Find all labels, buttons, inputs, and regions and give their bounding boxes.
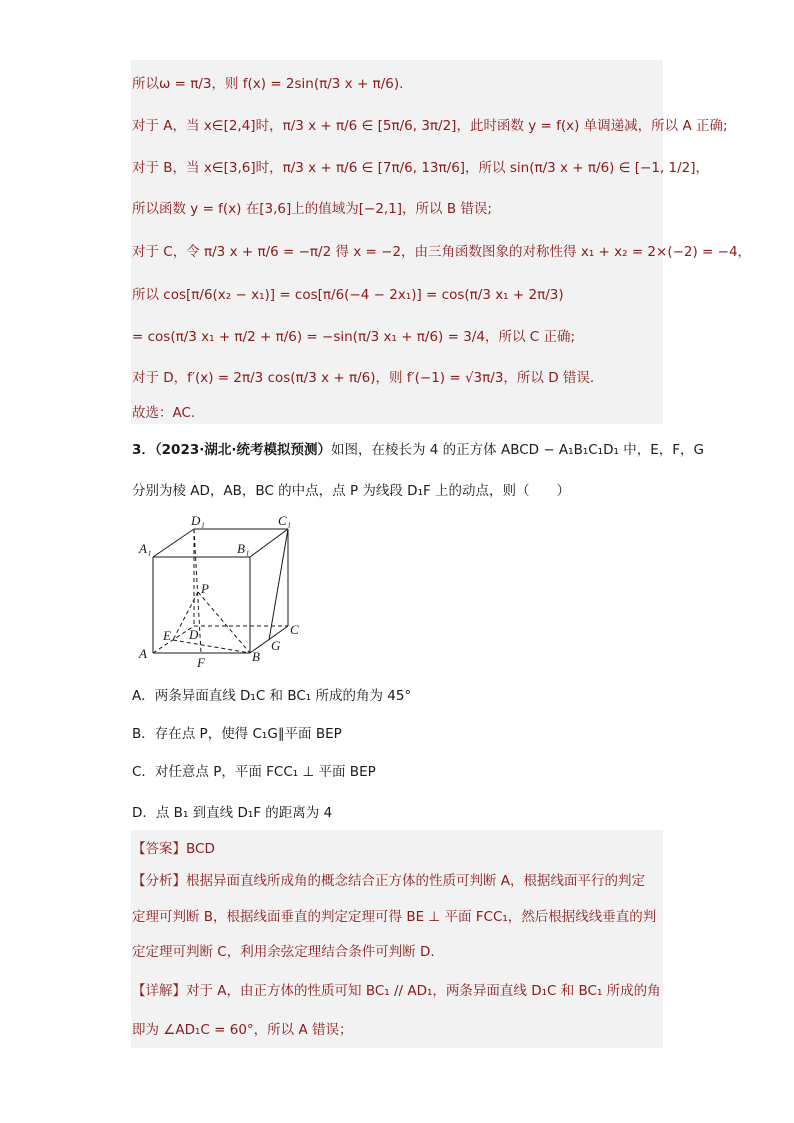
label-F: F: [197, 655, 205, 670]
label-C: C: [290, 622, 299, 637]
answer-value: BCD: [186, 841, 215, 857]
detail-line-2: 即为 ∠AD₁C = 60°，所以 A 错误；: [132, 1022, 353, 1038]
solution-line-4: 所以函数 y = f(x) 在[3,6]上的值域为[−2,1]，所以 B 错误;: [132, 201, 492, 217]
detail-tag: 【详解】: [132, 983, 186, 999]
solution-line-5: 对于 C，令 π/3 x + π/6 = −π/2 得 x = −2，由三角函数图象的对称性得 x₁ + x₂ = 2×(−2) = −4，: [132, 244, 752, 260]
detail-text-1: 对于 A，由正方体的性质可知 BC₁ // AD₁，两条异面直线 D₁C 和 BC₁ 所成的角: [186, 983, 661, 999]
question-header: [132, 438, 704, 458]
solution-line-7: = cos(π/3 x₁ + π/2 + π/6) = −sin(π/3 x₁ + π/6) = 3/4，所以 C 正确;: [132, 329, 576, 345]
analysis-line-2: 定理可判断 B，根据线面垂直的判定定理可得 BE ⊥ 平面 FCC₁，然后根据线线垂直的判: [132, 909, 657, 925]
solution-line-3: 对于 B，当 x∈[3,6]时，π/3 x + π/6 ∈ [7π/6, 13π/6]，所以 sin(π/3 x + π/6) ∈ [−1, 1/2]，: [132, 160, 710, 176]
question-stem-2: 分别为棱 AD，AB，BC 的中点，点 P 为线段 D₁F 上的动点，则（ ）: [132, 483, 571, 499]
option-c: C．对任意点 P，平面 FCC₁ ⊥ 平面 BEP: [132, 764, 376, 780]
question-number: 3．: [132, 442, 155, 458]
solution-line-9: 故选：AC.: [132, 405, 196, 421]
solution-line-6: 所以 cos[π/6(x₂ − x₁)] = cos[π/6(−4 − 2x₁)] = cos(π/3 x₁ + 2π/3): [132, 287, 564, 303]
label-G: G: [271, 638, 281, 653]
label-C1: C₁: [278, 513, 292, 528]
question-source: （2023·湖北·统考模拟预测）: [154, 442, 331, 458]
answer-tag: 【答案】: [132, 841, 186, 857]
solution-line-8: 对于 D，f′(x) = 2π/3 cos(π/3 x + π/6)，则 f′(−1) = √3π/3，所以 D 错误.: [132, 370, 595, 386]
label-B: B: [252, 649, 260, 664]
label-A: A: [139, 646, 147, 661]
detail-line-1: [132, 979, 661, 999]
cube-figure: [135, 510, 310, 672]
option-a: A．两条异面直线 D₁C 和 BC₁ 所成的角为 45°: [132, 688, 412, 704]
answer-panel: [131, 830, 663, 1048]
label-P: P: [201, 581, 209, 596]
analysis-line-1: [132, 869, 645, 889]
label-B1: B₁: [237, 541, 250, 556]
analysis-text-1: 根据异面直线所成角的概念结合正方体的性质可判断 A，根据线面平行的判定: [186, 873, 646, 889]
question-stem-1: 如图，在棱长为 4 的正方体 ABCD − A₁B₁C₁D₁ 中，E，F，G: [331, 442, 704, 458]
analysis-tag: 【分析】: [132, 873, 186, 889]
solution-line-1: 所以ω = π/3，则 f(x) = 2sin(π/3 x + π/6).: [132, 76, 404, 92]
analysis-line-3: 定定理可判断 C，利用余弦定理结合条件可判断 D.: [132, 944, 435, 960]
solution-line-2: 对于 A，当 x∈[2,4]时，π/3 x + π/6 ∈ [5π/6, 3π/2]，此时函数 y = f(x) 单调递减，所以 A 正确;: [132, 118, 728, 134]
label-D1: D₁: [191, 513, 205, 528]
label-D: D: [189, 627, 199, 642]
label-A1: A₁: [139, 541, 152, 556]
option-b: B．存在点 P，使得 C₁G∥平面 BEP: [132, 726, 342, 742]
answer-line: [132, 837, 215, 857]
label-E: E: [163, 628, 171, 643]
option-d: D．点 B₁ 到直线 D₁F 的距离为 4: [132, 805, 333, 821]
